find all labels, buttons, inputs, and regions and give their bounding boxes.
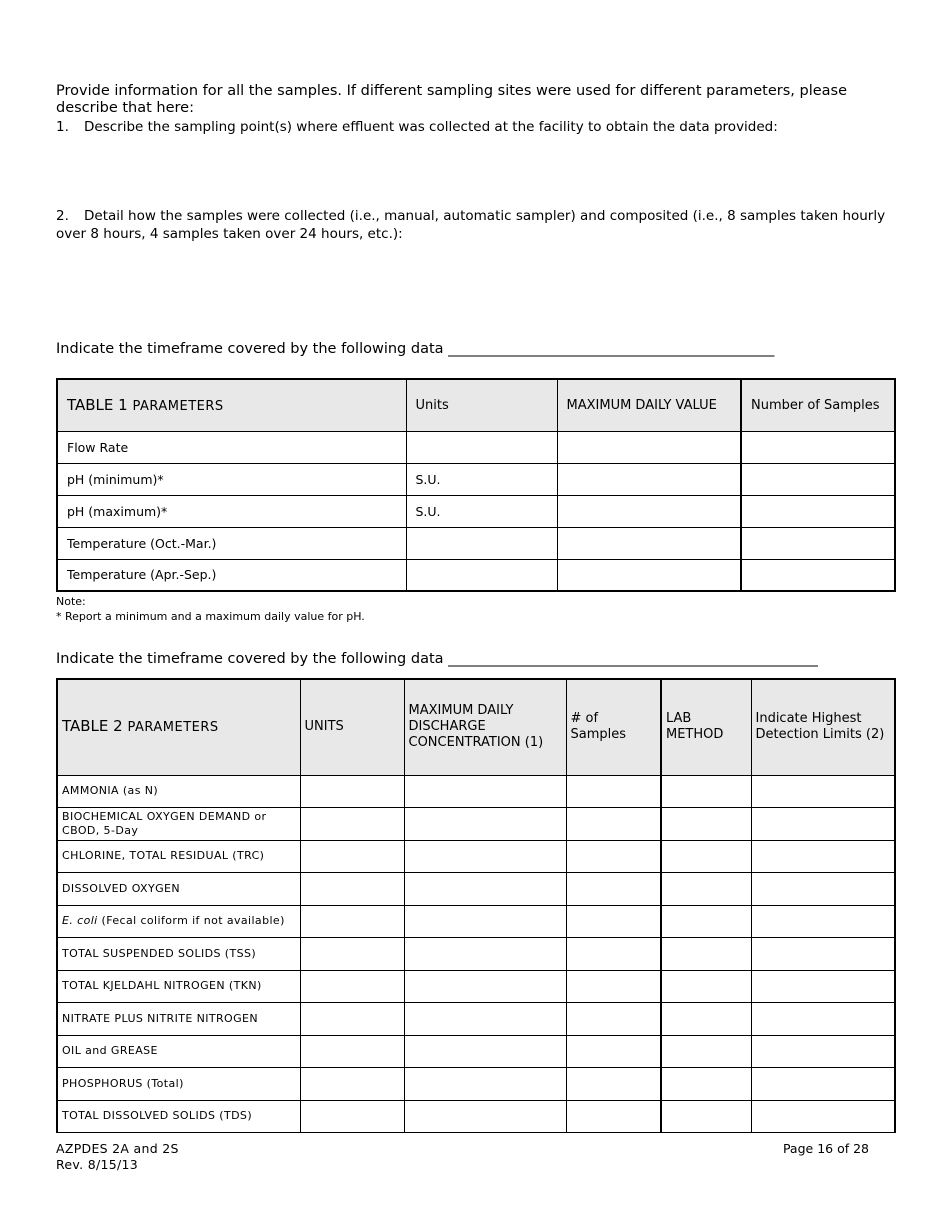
table-1-header-units: Units (406, 379, 557, 431)
table-2-header-row (57, 679, 895, 775)
table-2-param: CHLORINE, TOTAL RESIDUAL (TRC) (57, 840, 300, 873)
table-2-cell[interactable] (566, 1100, 661, 1133)
question-1-number: 1. (56, 119, 69, 135)
table-2-cell[interactable] (661, 1035, 751, 1068)
table-1-value-cell[interactable] (557, 431, 741, 463)
table-1-header-row (57, 379, 895, 431)
footer-form-info (56, 1141, 179, 1173)
table-2-param (57, 905, 300, 938)
table-2 (56, 678, 896, 1133)
table-1-samples-cell[interactable] (741, 495, 895, 527)
table-2-cell[interactable] (404, 1003, 566, 1036)
table-1-samples-cell[interactable] (741, 527, 895, 559)
table-1-samples-cell[interactable] (741, 559, 895, 591)
table-2-cell[interactable] (404, 1100, 566, 1133)
table-row (57, 1003, 895, 1036)
question-2 (56, 207, 896, 243)
table-2-cell[interactable] (751, 938, 895, 971)
footer-page-number: Page 16 of 28 (782, 1141, 869, 1156)
table-1-param: Temperature (Apr.-Sep.) (57, 559, 406, 591)
table-2-param: PHOSPHORUS (Total) (57, 1068, 300, 1101)
timeframe-line-2[interactable]: Indicate the timeframe covered by the following data ___________________________________________________ (56, 651, 818, 667)
table-2-cell[interactable] (751, 1100, 895, 1133)
table-1-units-cell[interactable] (406, 559, 557, 591)
table-2-cell[interactable] (404, 840, 566, 873)
table-1 (56, 378, 896, 592)
table-row (57, 840, 895, 873)
table-2-cell[interactable] (751, 1003, 895, 1036)
table-2-param: TOTAL DISSOLVED SOLIDS (TDS) (57, 1100, 300, 1133)
table-2-cell[interactable] (751, 1068, 895, 1101)
table-2-cell[interactable] (566, 808, 661, 841)
table-2-cell[interactable] (566, 938, 661, 971)
table-2-cell[interactable] (751, 775, 895, 808)
table-row (57, 970, 895, 1003)
table-2-cell[interactable] (661, 775, 751, 808)
table-row (57, 775, 895, 808)
question-2-number: 2. (56, 208, 69, 224)
table-2-cell[interactable] (751, 873, 895, 906)
table-2-cell[interactable] (404, 808, 566, 841)
table-row (57, 905, 895, 938)
table-2-cell[interactable] (404, 938, 566, 971)
table-2-param: BIOCHEMICAL OXYGEN DEMAND or CBOD, 5-Day (57, 808, 300, 841)
table-2-cell[interactable] (300, 873, 404, 906)
note-line: * Report a minimum and a maximum daily value for pH. (56, 610, 365, 623)
table-2-cell[interactable] (661, 905, 751, 938)
table-row (57, 1035, 895, 1068)
table-row (57, 559, 895, 591)
table-row (57, 527, 895, 559)
ecoli-italic: E. coli (62, 914, 98, 928)
table-2-cell[interactable] (300, 1068, 404, 1101)
table-2-header-lab-method: LAB METHOD (661, 679, 751, 775)
question-2-text: Detail how the samples were collected (i.e., manual, automatic sampler) and composited (i.e., 8 samples taken hourly over 8 hours, 4 samples taken over 24 hours, etc.): (56, 208, 886, 242)
table-2-cell[interactable] (300, 905, 404, 938)
table-1-value-cell[interactable] (557, 527, 741, 559)
table-2-cell[interactable] (300, 808, 404, 841)
table-2-cell[interactable] (751, 808, 895, 841)
table-2-cell[interactable] (661, 1068, 751, 1101)
table-1-param: pH (maximum)* (57, 495, 406, 527)
ecoli-note: (Fecal coliform if not available) (97, 914, 285, 928)
table-2-param: TOTAL KJELDAHL NITROGEN (TKN) (57, 970, 300, 1003)
table-2-cell[interactable] (661, 840, 751, 873)
table-2-cell[interactable] (404, 905, 566, 938)
table-2-cell[interactable] (661, 970, 751, 1003)
table-1-samples-cell[interactable] (741, 463, 895, 495)
table-2-cell[interactable] (661, 1003, 751, 1036)
table-2-cell[interactable] (566, 970, 661, 1003)
table-2-header-detection-limits: Indicate Highest Detection Limits (2) (751, 679, 895, 775)
table-2-cell[interactable] (300, 938, 404, 971)
table-1-units-cell: S.U. (406, 463, 557, 495)
table-1-header-max-daily: MAXIMUM DAILY VALUE (557, 379, 741, 431)
table-1-param: Flow Rate (57, 431, 406, 463)
table-2-cell[interactable] (566, 1068, 661, 1101)
table-2-cell[interactable] (404, 970, 566, 1003)
table-row (57, 495, 895, 527)
table-2-header-max-daily: MAXIMUM DAILY DISCHARGE CONCENTRATION (1) (404, 679, 566, 775)
table-2-cell[interactable] (661, 938, 751, 971)
table-2-cell[interactable] (300, 1100, 404, 1133)
table-2-cell[interactable] (566, 1035, 661, 1068)
table-2-cell[interactable] (751, 970, 895, 1003)
table-2-param: AMMONIA (as N) (57, 775, 300, 808)
table-2-cell[interactable] (566, 840, 661, 873)
table-row (57, 463, 895, 495)
table-1-notes (56, 594, 365, 624)
table-2-cell[interactable] (751, 1035, 895, 1068)
table-2-param: TOTAL SUSPENDED SOLIDS (TSS) (57, 938, 300, 971)
table-2-cell[interactable] (661, 873, 751, 906)
table-row (57, 1100, 895, 1133)
table-2-cell[interactable] (566, 775, 661, 808)
table-1-value-cell[interactable] (557, 559, 741, 591)
question-1 (56, 119, 896, 136)
table-1-units-cell[interactable] (406, 527, 557, 559)
table-2-cell[interactable] (751, 905, 895, 938)
table-1-value-cell[interactable] (557, 463, 741, 495)
table-1-header-num-samples: Number of Samples (741, 379, 895, 431)
table-2-cell[interactable] (404, 1068, 566, 1101)
table-1-samples-cell[interactable] (741, 431, 895, 463)
table-row (57, 1068, 895, 1101)
table-row (57, 873, 895, 906)
table-2-cell[interactable] (751, 840, 895, 873)
table-row (57, 938, 895, 971)
table-2-cell[interactable] (566, 873, 661, 906)
table-2-param: NITRATE PLUS NITRITE NITROGEN (57, 1003, 300, 1036)
intro-instructions: Provide information for all the samples. If different sampling sites were used for different parameters, please describe that here: (56, 83, 848, 116)
question-1-text: Describe the sampling point(s) where effluent was collected at the facility to obtain the data provided: (84, 119, 778, 135)
table-1-units-cell[interactable] (406, 431, 557, 463)
table-1-value-cell[interactable] (557, 495, 741, 527)
table-1-param: Temperature (Oct.-Mar.) (57, 527, 406, 559)
table-2-title: TABLE 2 PARAMETERS (57, 679, 300, 775)
timeframe-line-1[interactable]: Indicate the timeframe covered by the following data _____________________________________________ (56, 341, 775, 357)
table-2-cell[interactable] (404, 1035, 566, 1068)
table-2-cell[interactable] (661, 1100, 751, 1133)
table-2-cell[interactable] (404, 873, 566, 906)
table-1-units-cell: S.U. (406, 495, 557, 527)
table-2-param: DISSOLVED OXYGEN (57, 873, 300, 906)
table-2-cell[interactable] (404, 775, 566, 808)
table-row (57, 808, 895, 841)
note-label: Note: (56, 595, 86, 608)
footer-form-name: AZPDES 2A and 2S (56, 1141, 179, 1156)
footer-revision: Rev. 8/15/13 (56, 1157, 138, 1172)
table-2-cell[interactable] (300, 970, 404, 1003)
table-2-cell[interactable] (566, 905, 661, 938)
table-1-title: TABLE 1 PARAMETERS (57, 379, 406, 431)
table-2-param: OIL and GREASE (57, 1035, 300, 1068)
table-2-cell[interactable] (300, 840, 404, 873)
table-1-param: pH (minimum)* (57, 463, 406, 495)
table-2-header-num-samples: # of Samples (566, 679, 661, 775)
table-2-cell[interactable] (566, 1003, 661, 1036)
table-2-cell[interactable] (300, 775, 404, 808)
table-2-cell[interactable] (661, 808, 751, 841)
table-2-cell[interactable] (300, 1003, 404, 1036)
table-2-cell[interactable] (300, 1035, 404, 1068)
table-row (57, 431, 895, 463)
table-2-header-units: UNITS (300, 679, 404, 775)
